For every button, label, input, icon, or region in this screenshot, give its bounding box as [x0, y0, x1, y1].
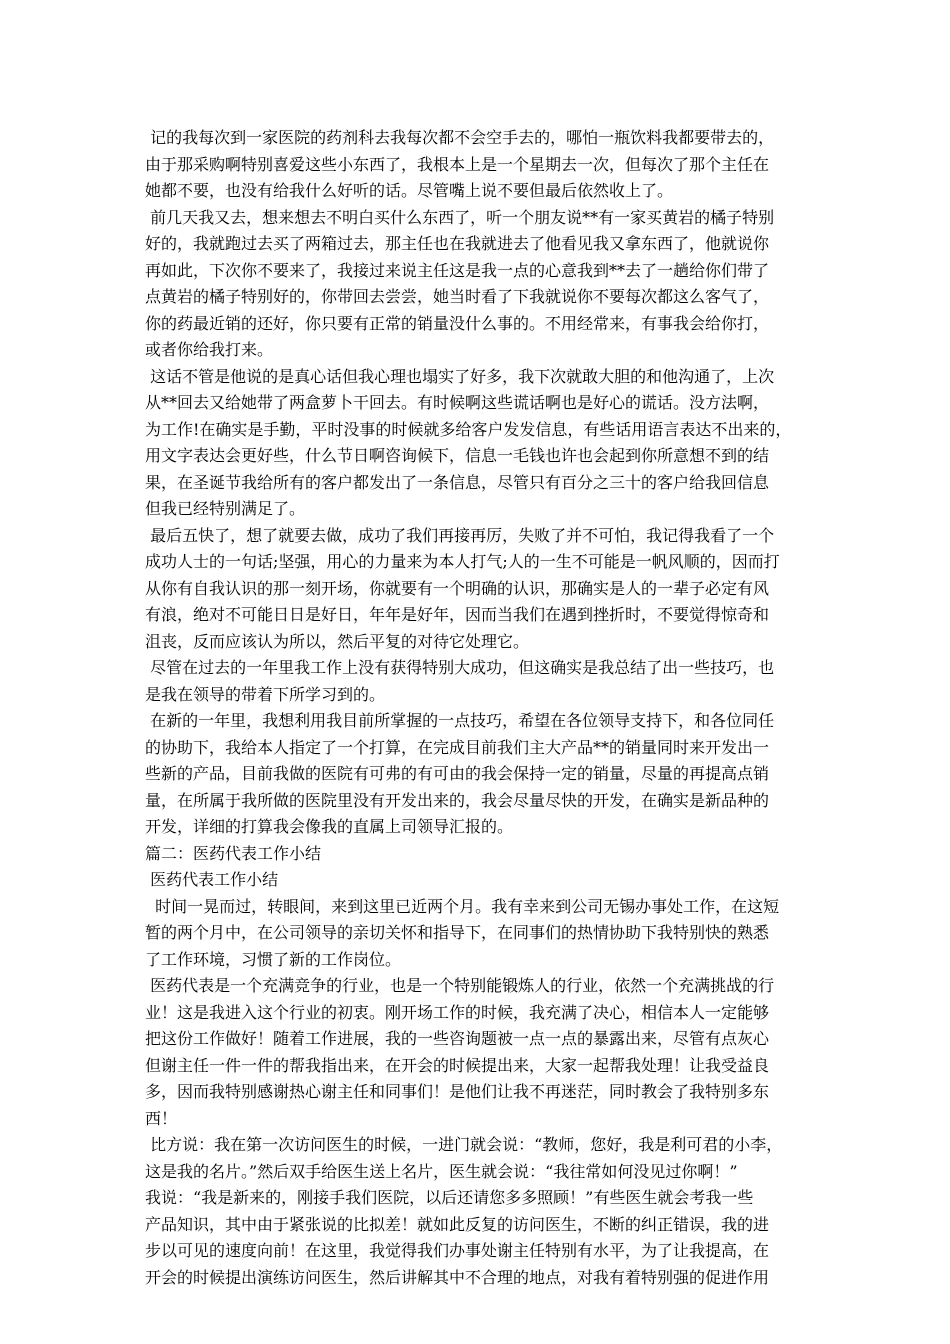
text-line: 在新的一年里，我想利用我目前所掌握的一点技巧，希望在各位领导支持下，和各位同任	[145, 711, 775, 730]
text-line: 这话不管是他说的是真心话但我心理也塌实了好多，我下次就敢大胆的和他沟通了，上次	[145, 366, 775, 386]
text-line: 医药代表是一个充满竞争的行业，也是一个特别能锻炼人的行业，依然一个充满挑战的行	[145, 976, 775, 995]
text-line: 从**回去又给她带了两盒萝卜干回去。有时候啊这些谎话啊也是好心的谎话。没方法啊，	[145, 393, 770, 412]
text-line: 你的药最近销的还好，你只要有正常的销量没什么事的。不用经常来，有事我会给你打，	[145, 313, 770, 333]
text-line: 产品知识，其中由于紧张说的比拟差！就如此反复的访问医生，不断的纠正错误，我的进	[145, 1214, 770, 1234]
text-line: 用文字表达会更好些，什么节日啊咨询候下，信息一毛钱也许也会起到你所意想不到的结	[145, 446, 770, 465]
text-line: 好的，我就跑过去买了两箱过去，那主任也在我就进去了他看见我又拿东西了，他就说你	[145, 234, 770, 253]
text-line: 多，因而我特别感谢热心谢主任和同事们！是他们让我不再迷茫，同时教会了我特别多东	[145, 1082, 770, 1101]
text-line: 从你有自我认识的那一刻开场，你就要有一个明确的认识，那确实是人的一辈子必定有风	[145, 578, 770, 598]
text-line: 果，在圣诞节我给所有的客户都发出了一条信息，尽管只有百分之三十的客户给我回信息	[145, 472, 770, 492]
text-line: 尽管在过去的一年里我工作上没有获得特别大成功，但这确实是我总结了出一些技巧，也	[145, 658, 775, 677]
text-line: 的协助下，我给本人指定了一个打算，在完成目前我们主大产品**的销量同时来开发出一	[145, 737, 770, 757]
text-line: 最后五快了，想了就要去做，成功了我们再接再厉，失败了并不可怕，我记得我看了一个	[145, 525, 775, 545]
text-line: 些新的产品，目前我做的医院有可弗的有可由的我会保持一定的销量，尽量的再提高点销	[145, 764, 770, 783]
text-line: 有浪，绝对不可能日日是好日，年年是好年，因而当我们在遇到挫折时，不要觉得惊奇和	[145, 605, 770, 624]
text-line: 西！	[145, 1108, 178, 1128]
text-line: 暂的两个月中，在公司领导的亲切关怀和指导下，在同事们的热情协助下我特别快的熟悉	[145, 923, 770, 942]
text-line: 点黄岩的橘子特别好的，你带回去尝尝，她当时看了下我就说你不要每次都这么客气了，	[145, 287, 770, 306]
text-line: 记的我每次到一家医院的药剂科去我每次都不会空手去的，哪怕一瓶饮料我都要带去的，	[145, 128, 775, 147]
text-line: 是我在领导的带着下所学习到的。	[145, 684, 386, 704]
section-heading: 篇二：医药代表工作小结	[145, 843, 322, 863]
text-line: 再如此，下次你不要来了，我接过来说主任这是我一点的心意我到**去了一趟给你们带了	[145, 260, 770, 280]
text-line: 这是我的名片。”然后双手给医生送上名片，医生就会说：“我往常如何没见过你啊！”	[145, 1161, 738, 1181]
text-line: 由于那采购啊特别喜爱这些小东西了，我根本上是一个星期去一次，但每次了那个主任在	[145, 154, 770, 174]
text-line: 量，在所属于我所做的医院里没有开发出来的，我会尽量尽快的开发，在确实是新品种的	[145, 790, 770, 810]
text-line: 或者你给我打来。	[145, 340, 274, 359]
text-line: 前几天我又去，想来想去不明白买什么东西了，听一个朋友说**有一家买黄岩的橘子特别	[145, 207, 775, 227]
text-line: 开会的时候提出演练访问医生，然后讲解其中不合理的地点，对我有着特别强的促进作用	[145, 1267, 770, 1287]
text-line: 我说：“我是新来的，刚接手我们医院，以后还请您多多照顾！”有些医生就会考我一些	[145, 1188, 754, 1207]
text-line: 开发，详细的打算我会像我的直属上司领导汇报的。	[145, 817, 514, 836]
text-line: 为工作!在确实是手勤，平时没事的时候就多给客户发发信息，有些话用语言表达不出来的，	[145, 419, 792, 439]
text-line: 把这份工作做好！随着工作进展，我的一些咨询题被一点一点的暴露出来，尽管有点灰心	[145, 1029, 770, 1048]
text-line: 沮丧，反而应该认为所以，然后平复的对待它处理它。	[145, 631, 530, 651]
section-subheading: 医药代表工作小结	[145, 870, 279, 889]
text-line: 步以可见的速度向前！在这里，我觉得我们办事处谢主任特别有水平，为了让我提高，在	[145, 1241, 770, 1260]
text-line: 时间一晃而过，转眼间，来到这里已近两个月。我有幸来到公司无锡办事处工作，在这短	[145, 896, 780, 916]
text-line: 她都不要，也没有给我什么好听的话。尽管嘴上说不要但最后依然收上了。	[145, 181, 674, 200]
text-line: 成功人士的一句话;坚强，用心的力量来为本人打气;人的一生不可能是一帆风顺的，因而打	[145, 552, 780, 571]
text-line: 了工作环境，习惯了新的工作岗位。	[145, 949, 402, 969]
text-line: 但我已经特别满足了。	[145, 499, 306, 518]
text-line: 业！这是我进入这个行业的初衷。刚开场工作的时候，我充满了决心，相信本人一定能够	[145, 1002, 770, 1022]
document-body	[145, 125, 810, 1291]
text-line: 比方说：我在第一次访问医生的时候，一进门就会说：“教师，您好，我是利可君的小李，	[145, 1135, 783, 1154]
text-line: 但谢主任一件一件的帮我指出来，在开会的时候提出来，大家一起帮我处理！让我受益良	[145, 1055, 770, 1075]
